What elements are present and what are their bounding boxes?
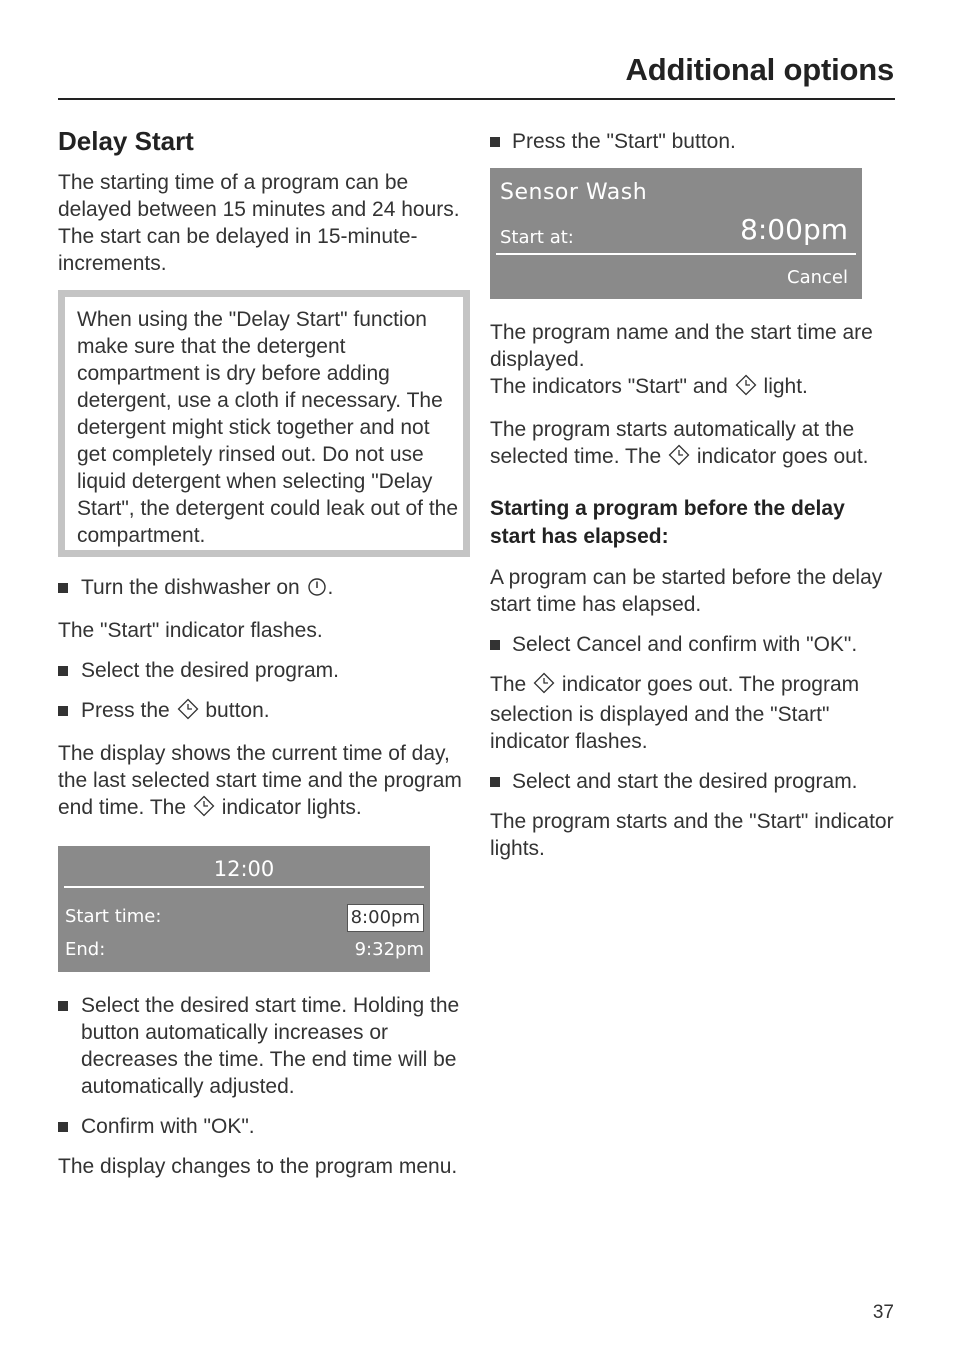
display-start-at-row	[500, 213, 848, 250]
goes-out-text	[490, 671, 895, 755]
intro-text: The starting time of a program can be delayed between 15 minutes and 24 hours. The start can be delayed in 15-minute-increments.	[58, 171, 460, 275]
delay-start-icon	[533, 672, 555, 701]
title-divider	[58, 98, 895, 100]
sub-heading: Starting a program before the delay start has elapsed:	[490, 497, 845, 548]
display-delay-start	[58, 846, 430, 972]
bullet-icon	[490, 777, 500, 787]
step-confirm-ok	[58, 1113, 468, 1140]
step-text: Select and start the desired program.	[512, 770, 858, 793]
display-start-at-value: 8:00pm	[740, 213, 848, 246]
bullet-icon	[58, 1001, 68, 1011]
note-text: When using the "Delay Start" function make sure that the detergent compartment is dry before adding detergent, use a cloth if necessary. The detergent might stick together and not get completely rinsed out. Do not use liquid detergent when selecting "Delay Start", the detergent could leak out of the compartment.	[77, 308, 459, 547]
goes-out-start: The	[490, 673, 533, 696]
step-text: Press the	[81, 699, 176, 722]
step-text: Confirm with "OK".	[81, 1115, 255, 1138]
power-icon	[307, 577, 327, 604]
right-column	[490, 128, 895, 875]
step-text-end: .	[327, 576, 334, 599]
indicators-light-start: The indicators "Start" and	[490, 375, 734, 398]
display-info-start: The display shows the current time of day, the last selected start time and the program end time. The	[58, 742, 462, 819]
step-select-program	[58, 657, 468, 684]
step-select-start-time	[58, 992, 468, 1100]
display-info-text	[58, 740, 468, 824]
step-text: Turn the dishwasher on	[81, 576, 306, 599]
indicators-light-end: light.	[757, 375, 808, 398]
display-cancel-option: Cancel	[787, 267, 848, 288]
display-program-start	[490, 168, 862, 299]
display-program-name: Sensor Wash	[500, 180, 648, 205]
step-press-delay-button	[58, 697, 468, 727]
note-box	[58, 290, 470, 557]
display-start-at-label: Start at:	[500, 227, 574, 248]
display-separator	[496, 253, 856, 255]
goes-out-end: indicator goes out. The program selection is displayed and the "Start" indicator flashes.	[490, 673, 860, 753]
step-text: Select Cancel and confirm with "OK".	[512, 633, 858, 656]
display-start-row	[65, 904, 424, 930]
bullet-icon	[490, 137, 500, 147]
starts-auto-start: The program starts automatically at the selected time. The	[490, 418, 855, 468]
can-start-text: A program can be started before the delay start time has elapsed.	[490, 566, 883, 616]
step-press-start	[490, 128, 895, 155]
display-start-value: 8:00pm	[347, 904, 424, 932]
step-text: Press the "Start" button.	[512, 130, 736, 153]
delay-start-icon	[177, 698, 199, 727]
starts-auto-text	[490, 416, 895, 473]
display-clock: 12:00	[213, 857, 275, 881]
display-end-value: 9:32pm	[354, 939, 424, 960]
display-start-label: Start time:	[65, 906, 162, 927]
bullet-icon	[58, 706, 68, 716]
step-text-end: button.	[199, 699, 270, 722]
step-turn-on	[58, 574, 468, 604]
step-text: Select the desired start time. Holding the button automatically increases or decreases the time. The end time will be automatically adjusted.	[81, 994, 460, 1098]
start-flashes-text: The "Start" indicator flashes.	[58, 619, 323, 642]
step-text: Select the desired program.	[81, 659, 339, 682]
bullet-icon	[490, 640, 500, 650]
bullet-icon	[58, 583, 68, 593]
page-number: 37	[872, 1302, 894, 1323]
left-column	[58, 124, 468, 1193]
name-time-text: The program name and the start time are displayed.	[490, 321, 873, 371]
starts-auto-end: indicator goes out.	[691, 445, 869, 468]
bullet-icon	[58, 666, 68, 676]
section-heading: Delay Start	[58, 126, 194, 156]
delay-start-icon	[193, 795, 215, 824]
display-end-label: End:	[65, 939, 106, 960]
display-end-row	[65, 937, 424, 963]
delay-start-icon	[735, 374, 757, 403]
delay-start-icon	[668, 444, 690, 473]
display-separator	[64, 886, 424, 888]
indicators-light-text	[490, 373, 895, 403]
step-select-cancel	[490, 631, 895, 658]
page-title: Additional options	[625, 52, 894, 87]
display-changes-text: The display changes to the program menu.	[58, 1155, 458, 1178]
bullet-icon	[58, 1122, 68, 1132]
step-select-and-start	[490, 768, 895, 795]
starts-lights-text: The program starts and the "Start" indicator lights.	[490, 810, 894, 860]
display-info-end: indicator lights.	[215, 796, 362, 819]
